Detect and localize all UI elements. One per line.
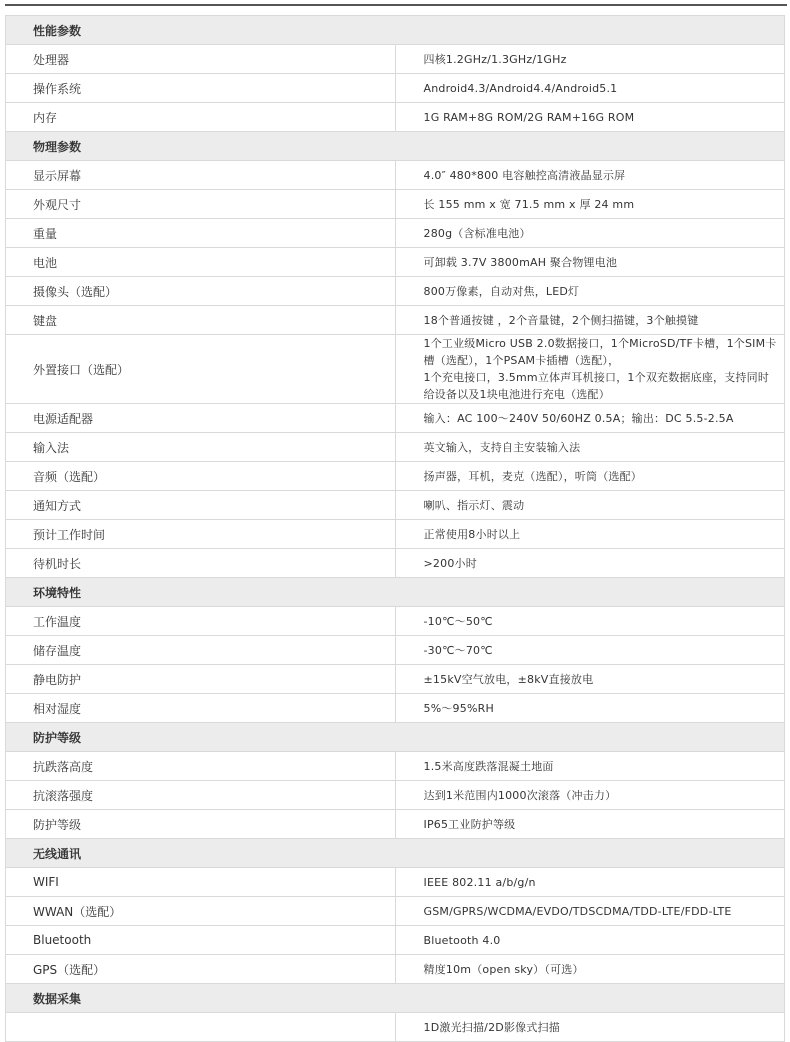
spec-value-line: Android4.3/Android4.4/Android5.1 xyxy=(423,81,618,95)
spec-row xyxy=(6,868,785,897)
section-header-row xyxy=(6,16,785,45)
spec-row xyxy=(6,462,785,491)
spec-value-line: 4.0″ 480*800 电容触控高清液晶显示屏 xyxy=(423,168,626,182)
section-header-row xyxy=(6,984,785,1013)
spec-value-line: 达到1米范围内1000次滚落（冲击力） xyxy=(423,788,617,802)
spec-row xyxy=(6,520,785,549)
spec-value-line: 输入：AC 100～240V 50/60HZ 0.5A；输出：DC 5.5-2.5A xyxy=(423,411,734,425)
section-title: 物理参数 xyxy=(6,132,785,161)
section-header-row xyxy=(6,723,785,752)
spec-value-line: -10℃～50℃ xyxy=(423,614,493,628)
spec-row xyxy=(6,810,785,839)
spec-param-name: GPS（选配） xyxy=(6,955,396,984)
spec-param-name: 防护等级 xyxy=(6,810,396,839)
section-title: 性能参数 xyxy=(6,16,785,45)
spec-row xyxy=(6,752,785,781)
spec-value-line: 四核1.2GHz/1.3GHz/1GHz xyxy=(423,52,567,66)
section-title: 无线通讯 xyxy=(6,839,785,868)
spec-table-body xyxy=(6,16,785,1042)
spec-value-line: 正常使用8小时以上 xyxy=(423,527,521,541)
spec-param-name: 显示屏幕 xyxy=(6,161,396,190)
spec-row xyxy=(6,897,785,926)
spec-row xyxy=(6,404,785,433)
spec-param-value xyxy=(395,636,785,665)
spec-value-line: 18个普通按键 ，2个音量键，2个侧扫描键，3个触摸键 xyxy=(423,313,699,327)
spec-param-value xyxy=(395,103,785,132)
spec-row xyxy=(6,955,785,984)
spec-param-value xyxy=(395,190,785,219)
spec-row xyxy=(6,549,785,578)
spec-row xyxy=(6,694,785,723)
spec-param-name: 预计工作时间 xyxy=(6,520,396,549)
spec-param-name: 处理器 xyxy=(6,45,396,74)
spec-param-value xyxy=(395,868,785,897)
spec-value-line: 1D激光扫描/2D影像式扫描 xyxy=(423,1020,560,1034)
spec-param-name: 外观尺寸 xyxy=(6,190,396,219)
spec-value-line: 长 155 mm x 宽 71.5 mm x 厚 24 mm xyxy=(423,197,635,211)
spec-param-value xyxy=(395,491,785,520)
spec-param-name: 通知方式 xyxy=(6,491,396,520)
spec-row xyxy=(6,306,785,335)
spec-param-name: 电源适配器 xyxy=(6,404,396,433)
spec-param-name: 操作系统 xyxy=(6,74,396,103)
spec-param-value xyxy=(395,1013,785,1042)
spec-value-line: 扬声器，耳机，麦克（选配），听筒（选配） xyxy=(423,469,642,483)
spec-row xyxy=(6,781,785,810)
spec-row xyxy=(6,219,785,248)
spec-param-name: 工作温度 xyxy=(6,607,396,636)
spec-param-value xyxy=(395,810,785,839)
spec-value-line: IP65工业防护等级 xyxy=(423,817,516,831)
spec-param-value xyxy=(395,955,785,984)
spec-param-value xyxy=(395,404,785,433)
spec-row xyxy=(6,161,785,190)
spec-row xyxy=(6,636,785,665)
spec-param-value xyxy=(395,306,785,335)
section-title: 防护等级 xyxy=(6,723,785,752)
spec-row xyxy=(6,45,785,74)
spec-param-value xyxy=(395,277,785,306)
spec-row xyxy=(6,103,785,132)
spec-row xyxy=(6,190,785,219)
spec-param-value xyxy=(395,462,785,491)
spec-value-line: 精度10m（open sky）（可选） xyxy=(423,962,584,976)
spec-param-name: 内存 xyxy=(6,103,396,132)
spec-param-name xyxy=(6,1013,396,1042)
spec-param-value xyxy=(395,335,785,404)
spec-value-line: IEEE 802.11 a/b/g/n xyxy=(423,875,536,889)
spec-value-line: 英文输入，支持自主安装输入法 xyxy=(423,440,581,454)
spec-value-line: 喇叭、指示灯、震动 xyxy=(423,498,525,512)
spec-param-name: 键盘 xyxy=(6,306,396,335)
spec-param-value xyxy=(395,607,785,636)
spec-param-value xyxy=(395,897,785,926)
spec-value-line: >200小时 xyxy=(423,556,477,570)
spec-param-value xyxy=(395,665,785,694)
spec-param-name: 抗跌落高度 xyxy=(6,752,396,781)
section-header-row xyxy=(6,132,785,161)
spec-value-line: ±15kV空气放电，±8kV直接放电 xyxy=(423,672,594,686)
spec-value-line: 5%～95%RH xyxy=(423,701,494,715)
spec-value-line: 可卸载 3.7V 3800mAH 聚合物锂电池 xyxy=(423,255,618,269)
spec-param-name: 抗滚落强度 xyxy=(6,781,396,810)
spec-row xyxy=(6,277,785,306)
spec-param-name: Bluetooth xyxy=(6,926,396,955)
spec-value-line: 1个工业级Micro USB 2.0数据接口，1个MicroSD/TF卡槽，1个SIM卡槽（选配），1个PSAM卡插槽（选配）， xyxy=(423,337,777,367)
spec-param-value xyxy=(395,752,785,781)
spec-param-name: 待机时长 xyxy=(6,549,396,578)
spec-param-value xyxy=(395,161,785,190)
spec-param-name: 电池 xyxy=(6,248,396,277)
spec-param-name: WIFI xyxy=(6,868,396,897)
spec-param-value xyxy=(395,520,785,549)
spec-value-line: 1G RAM+8G ROM/2G RAM+16G ROM xyxy=(423,110,635,124)
spec-param-name: 输入法 xyxy=(6,433,396,462)
spec-value-line: 280g（含标准电池） xyxy=(423,226,531,240)
spec-row xyxy=(6,665,785,694)
spec-param-name: 摄像头（选配） xyxy=(6,277,396,306)
spec-param-name: 储存温度 xyxy=(6,636,396,665)
spec-param-name: 静电防护 xyxy=(6,665,396,694)
spec-value-line: -30℃～70℃ xyxy=(423,643,493,657)
spec-row xyxy=(6,335,785,404)
spec-value-line: 1个充电接口，3.5mm立体声耳机接口，1个双充数据底座，支持同时给设备以及1块电池进行充电（选配） xyxy=(423,371,770,401)
spec-param-value xyxy=(395,433,785,462)
section-header-row xyxy=(6,578,785,607)
spec-value-line: Bluetooth 4.0 xyxy=(423,933,501,947)
spec-param-value xyxy=(395,926,785,955)
spec-row xyxy=(6,433,785,462)
spec-param-value xyxy=(395,74,785,103)
spec-param-value xyxy=(395,248,785,277)
spec-value-line: GSM/GPRS/WCDMA/EVDO/TDSCDMA/TDD-LTE/FDD-LTE xyxy=(423,904,732,918)
spec-param-name: 重量 xyxy=(6,219,396,248)
section-title: 数据采集 xyxy=(6,984,785,1013)
spec-row xyxy=(6,74,785,103)
spec-param-value xyxy=(395,694,785,723)
section-title: 环境特性 xyxy=(6,578,785,607)
spec-row xyxy=(6,1013,785,1042)
spec-table xyxy=(5,15,785,1042)
spec-value-line: 1.5米高度跌落混凝土地面 xyxy=(423,759,554,773)
top-divider xyxy=(5,4,787,6)
spec-row xyxy=(6,926,785,955)
spec-value-line: 800万像素，自动对焦，LED灯 xyxy=(423,284,580,298)
spec-param-value xyxy=(395,219,785,248)
spec-param-value xyxy=(395,45,785,74)
spec-row xyxy=(6,248,785,277)
section-header-row xyxy=(6,839,785,868)
spec-param-value xyxy=(395,549,785,578)
spec-param-value xyxy=(395,781,785,810)
spec-param-name: 相对湿度 xyxy=(6,694,396,723)
spec-param-name: 外置接口（选配） xyxy=(6,335,396,404)
spec-row xyxy=(6,491,785,520)
spec-param-name: WWAN（选配） xyxy=(6,897,396,926)
spec-param-name: 音频（选配） xyxy=(6,462,396,491)
spec-row xyxy=(6,607,785,636)
